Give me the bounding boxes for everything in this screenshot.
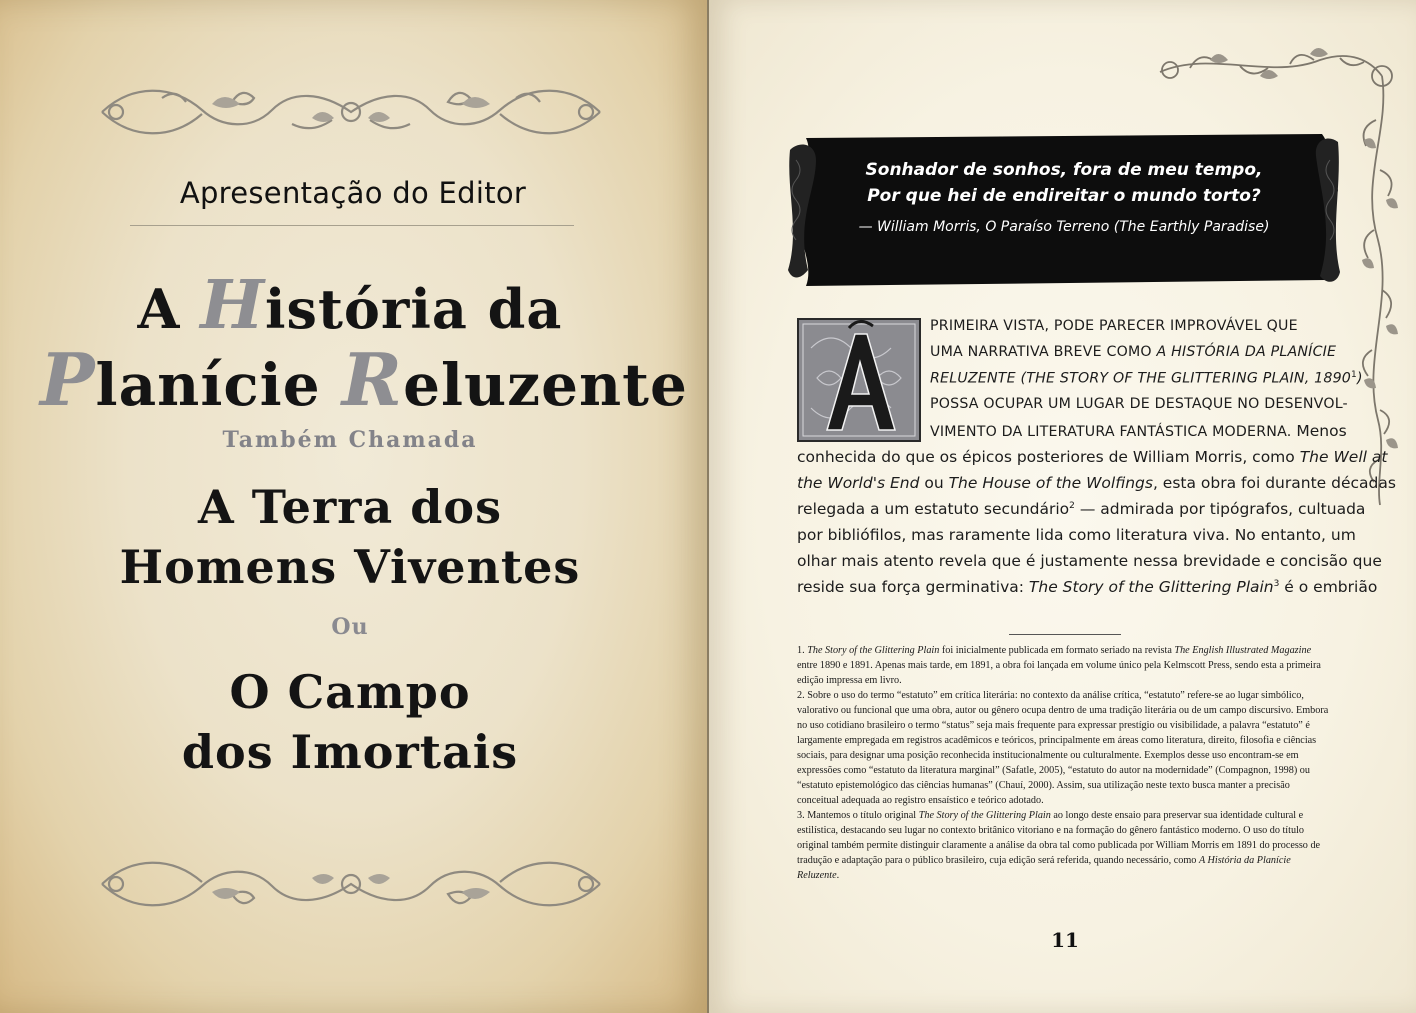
footnote-1-text-a: foi inicialmente publicada em formato seriado na revista — [939, 645, 1175, 656]
editor-heading: Apresentação do Editor — [179, 176, 527, 210]
body-line-3-end: ) — [1356, 370, 1363, 387]
footnote-3-title-pt: A História da Planície Reluzente — [797, 855, 1291, 881]
body-line-8-text: relegada a um estatuto secundário — [797, 500, 1070, 518]
book-title-line2 — [40, 338, 688, 423]
body-line-3 — [930, 370, 1363, 387]
top-ornament-icon — [92, 74, 610, 148]
epigraph-attribution: — William Morris, O Paraíso Terreno (The Earthly Paradise) — [858, 219, 1270, 235]
body-line-5-text: Menos — [1291, 422, 1347, 440]
body-line-9: por bibliófilos, mas raramente lida como literatura viva. No entanto, um — [797, 526, 1356, 544]
title-initial-h: H — [200, 265, 266, 344]
footnote-1-magazine: The English Illustrated Magazine — [1174, 645, 1312, 656]
or-label: Ou — [331, 614, 369, 640]
body-line-2 — [930, 344, 1336, 360]
body-line-11-rest: é o embrião — [1279, 578, 1378, 596]
footnote-3 — [797, 808, 1331, 883]
subtitle-line4: dos Imortais — [181, 725, 519, 779]
body-line-10: olhar mais atento revela que é justamente nessa brevidade e concisão que — [797, 552, 1382, 570]
bottom-ornament-icon — [92, 848, 610, 922]
body-line-8 — [797, 500, 1365, 518]
body-line-7-title: the World's End — [797, 474, 920, 492]
title-initial-a: A — [137, 277, 181, 341]
footnote-1-text-b: entre 1890 e 1891. Apenas mais tarde, em 1891, a obra foi lançada em volume único pela Kelmscott Press, sendo esta a primeira edição impressa em livro. — [797, 660, 1321, 686]
footnote-ref-1[interactable]: 1 — [1351, 370, 1357, 380]
body-line-6-title: The Well at — [1299, 448, 1388, 466]
footnote-3-text-b: ao longo deste ensaio para preservar sua identidade cultural e estilística, destacando seu lugar no contexto britânico vitoriano e na formação do gênero fantástico moderno. O uso do título original também permite distinguir claramente a análise da obra tal como publicada por William Morris em 1891 do processo de tradução e adaptação para o público brasileiro, cuja edição será referida, quando necessário, como — [797, 810, 1321, 866]
footnote-3-title: The Story of the Glittering Plain — [918, 810, 1051, 821]
footnote-ref-3[interactable]: 3 — [1273, 578, 1280, 589]
body-line-1: PRIMEIRA VISTA, PODE PARECER IMPROVÁVEL QUE — [930, 318, 1298, 334]
drop-cap-a-icon — [797, 318, 921, 442]
body-line-4: POSSA OCUPAR UM LUGAR DE DESTAQUE NO DESENVOL- — [930, 396, 1348, 412]
footnote-2 — [797, 688, 1331, 808]
subtitle-line3: O Campo — [229, 665, 471, 719]
title-line2-rest: eluzente — [403, 351, 688, 419]
footnote-3-end: . — [836, 870, 840, 881]
body-line-5 — [930, 422, 1347, 440]
epigraph-scroll — [786, 130, 1342, 288]
title-initial-r: R — [341, 338, 404, 423]
title-line1-text: istória da — [265, 277, 563, 341]
title-line2-mid: lanície — [95, 351, 342, 419]
body-line-7-title2: The House of the Wolfings — [948, 474, 1153, 492]
footnote-1 — [797, 643, 1331, 688]
footnote-1-title: The Story of the Glittering Plain — [807, 645, 940, 656]
also-called-label: Também Chamada — [222, 427, 478, 453]
body-line-7 — [797, 474, 1396, 492]
body-line-3-title: RELUZENTE (THE STORY OF THE GLITTERING PLAIN, 1890 — [930, 370, 1352, 387]
epigraph-line2: Por que hei de endireitar o mundo torto? — [867, 186, 1261, 206]
footnote-3-number: 3. — [797, 810, 805, 821]
footnote-2-number: 2. — [797, 690, 805, 701]
body-line-2-title: A HISTÓRIA DA PLANÍCIE — [1156, 344, 1337, 360]
heading-divider — [130, 225, 574, 226]
footnote-3-text-a: Mantemos o título original — [807, 810, 919, 821]
body-line-11-title: The Story of the Glittering Plain — [1028, 578, 1274, 596]
body-line-11-text: reside sua força germinativa: — [797, 578, 1029, 596]
footnote-1-number: 1. — [797, 645, 805, 656]
footnote-2-text: Sobre o uso do termo “estatuto” em crítica literária: no contexto da análise crítica, “estatuto” refere-se ao lugar simbólico, valorativo ou funcional que uma obra, autor ou gênero ocupa dentro de uma tradição literária ou de um campo discursivo. Embora no uso cotidiano brasileiro o termo “status” seja mais frequente para expressar prestígio ou visibilidade, a palavra “estatuto” é largamente empregada em registros acadêmicos e teóricos, principalmente em áreas como literatura, direito, filosofia e ciências sociais, para designar uma posição reconhecida institucionalmente ou culturalmente. Exemplos desse uso encontram-se em expressões como “estatuto da literatura marginal” (Safatle, 2005), “estatuto do autor na modernidade” (Compagnon, 1998) ou “estatuto epistemológico das ciências humanas” (Chauí, 2000). Assim, sua utilização neste texto busca manter a precisão conceitual adequada ao registro ensaístico e teórico adotado. — [797, 690, 1329, 806]
body-line-6-text: conhecida do que os épicos posteriores de William Morris, como — [797, 448, 1300, 466]
body-line-2-text: UMA NARRATIVA BREVE COMO — [930, 344, 1157, 360]
body-line-7-text: , esta obra foi durante décadas — [1152, 474, 1396, 492]
footnote-divider — [1009, 634, 1121, 635]
footnote-ref-2[interactable]: 2 — [1069, 500, 1075, 511]
body-line-6 — [797, 448, 1387, 466]
body-line-11 — [797, 578, 1377, 596]
subtitle-line2: Homens Viventes — [119, 540, 581, 594]
epigraph-line1: Sonhador de sonhos, fora de meu tempo, — [865, 160, 1263, 180]
body-line-5-caps: VIMENTO DA LITERATURA FANTÁSTICA MODERNA. — [930, 424, 1292, 440]
body-line-7-or: ou — [919, 474, 949, 492]
book-title-line1 — [40, 265, 660, 344]
body-line-8-rest: — admirada por tipógrafos, cultuada — [1074, 500, 1366, 518]
subtitle-line1: A Terra dos — [198, 480, 502, 534]
page-number: 11 — [1051, 928, 1079, 952]
title-initial-p: P — [40, 338, 96, 423]
